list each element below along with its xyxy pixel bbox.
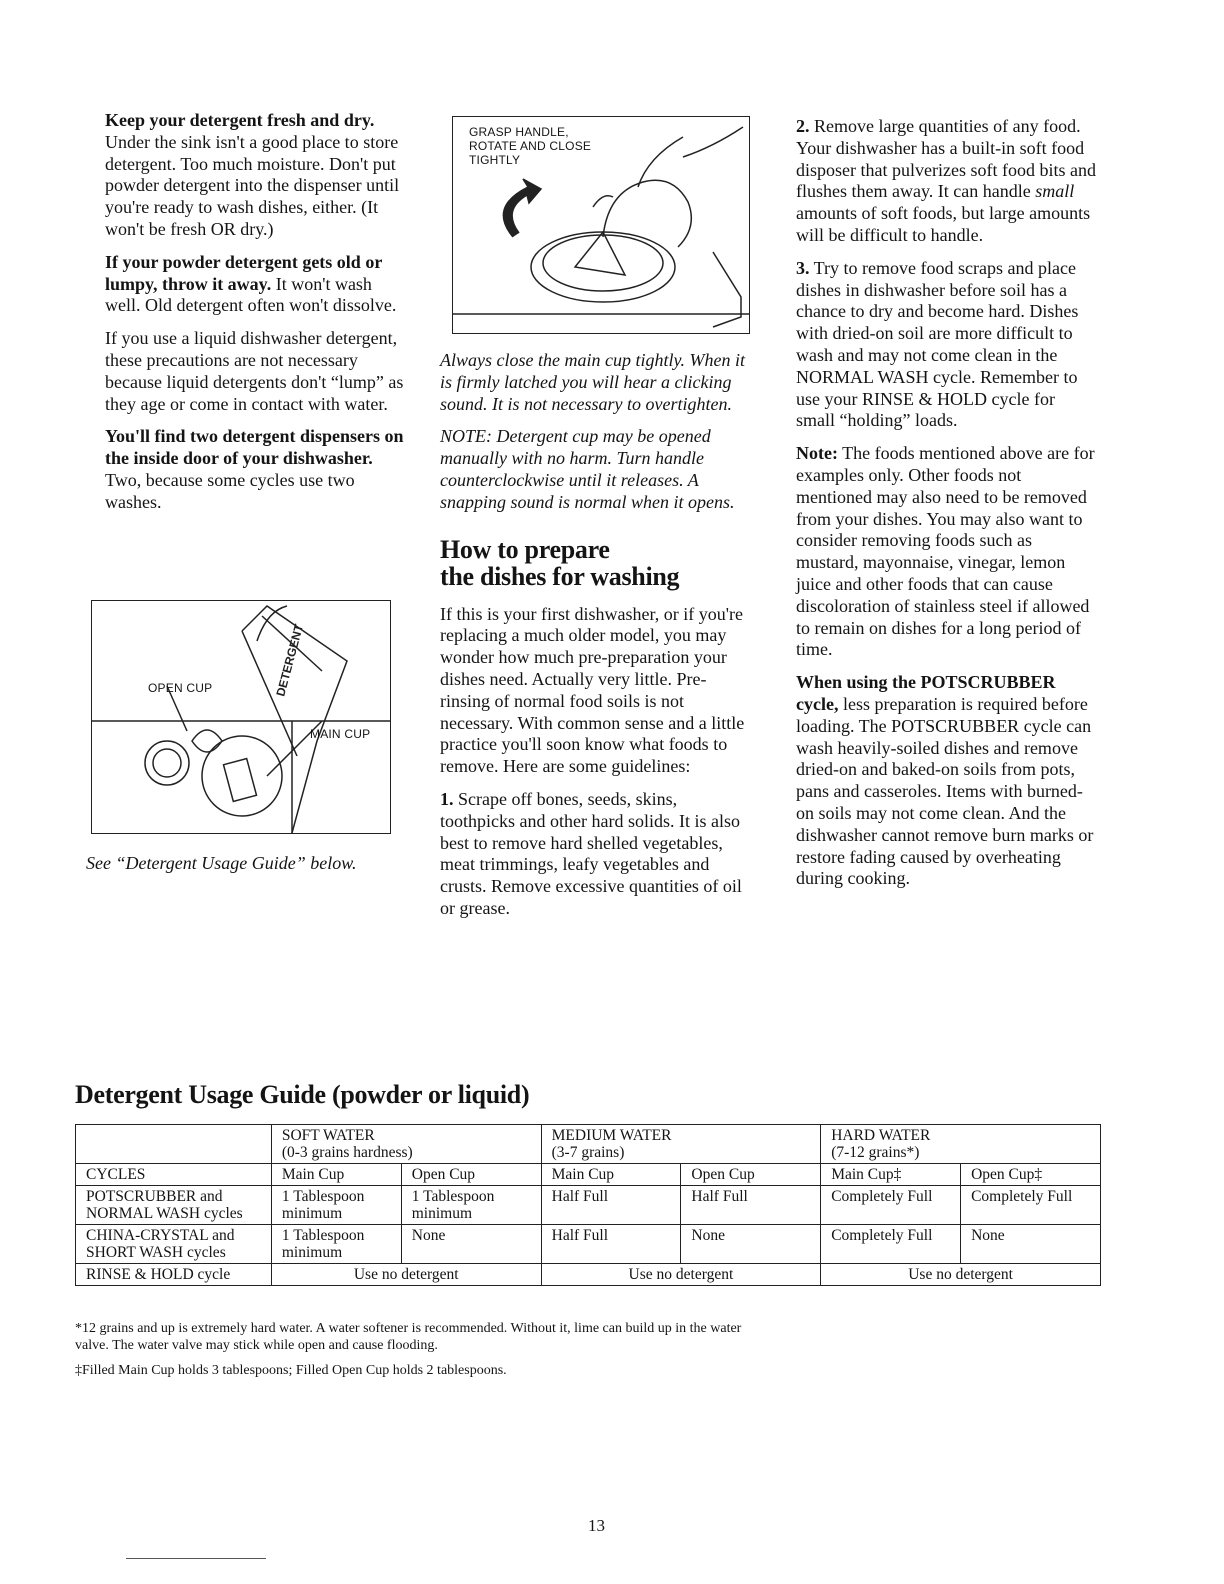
note-caption: NOTE: Detergent cup may be opened manually with no harm. Turn handle counterclockwise until it releases. A snapping sound is normal when it opens. (440, 426, 735, 512)
body-text: If you use a liquid dishwasher detergent, these precautions are not necessary because liquid detergents don't “lump” as they age or come in contact with water. (105, 328, 404, 414)
water-name: MEDIUM WATER (551, 1127, 672, 1144)
table-cell: 1 Tablespoon minimum (401, 1186, 541, 1225)
cup-header: Main Cup (541, 1164, 681, 1186)
step-number: 3. (796, 257, 810, 278)
table-cell: None (961, 1225, 1101, 1264)
close-cup-caption: Always close the main cup tightly. When it is firmly latched you will hear a clicking sound. It is not necessary to overtighten. (440, 350, 745, 414)
dispenser-figure (91, 600, 391, 834)
cycle-name: RINSE & HOLD cycle (76, 1264, 272, 1286)
bold-lead: You'll find two detergent dispensers on the inside door of your dishwasher. (105, 426, 404, 469)
table-cell: Half Full (681, 1186, 821, 1225)
cycles-label: CYCLES (76, 1164, 272, 1186)
table-cell: 1 Tablespoon minimum (271, 1186, 401, 1225)
paragraph-lumpy-detergent (105, 252, 405, 317)
body-text: It won't wash well. Old detergent often won't dissolve. (105, 273, 397, 316)
main-cup-label: MAIN CUP (310, 727, 371, 741)
body-text: less preparation is required before loading. The POTSCRUBBER cycle can wash heavily-soiled dishes and remove dried-on and baked-on soils from pots, pans and casseroles. Items with burned-on soils may not come clean. And the dishwasher cannot remove burn marks or restore fading caused by overheating during cooking. (796, 693, 1094, 889)
cup-header: Open Cup‡ (961, 1164, 1101, 1186)
cycle-name: POTSCRUBBER and NORMAL WASH cycles (76, 1186, 272, 1225)
paragraph-two-dispensers (105, 426, 405, 513)
rinse-hold-row (76, 1264, 1101, 1286)
body-text: Under the sink isn't a good place to store detergent. Too much moisture. Don't put powder detergent into the dispenser until you're ready to wash dishes, either. (It won't be fresh OR dry.) (105, 131, 400, 239)
water-grains: (3-7 grains) (551, 1144, 625, 1161)
step-number: 1. (440, 788, 454, 809)
cup-header: Open Cup (401, 1164, 541, 1186)
step-3 (796, 258, 1096, 432)
water-name: SOFT WATER (281, 1127, 375, 1144)
footnote-hard-water: *12 grains and up is extremely hard water. A water softener is recommended. Without it, lime can build up in the water valve. The water valve may stick while open and cause flooding. (75, 1321, 742, 1353)
emphasis: small (1035, 181, 1075, 202)
footnote-cup-capacity: ‡Filled Main Cup holds 3 tablespoons; Filled Open Cup holds 2 tablespoons. (75, 1363, 507, 1378)
medium-water-header (541, 1125, 821, 1164)
body-text: Remove large quantities of any food. Your dishwasher has a built-in soft food disposer that pulverizes soft food bits and flushes them away. It can handle (796, 116, 1096, 202)
cup-header: Main Cup (271, 1164, 401, 1186)
table-cell: Half Full (541, 1225, 681, 1264)
paragraph-liquid-detergent (105, 328, 405, 415)
note-paragraph (796, 443, 1096, 661)
cycle-name: CHINA-CRYSTAL and SHORT WASH cycles (76, 1225, 272, 1264)
table-cell: Completely Full (821, 1225, 961, 1264)
body-text: Try to remove food scraps and place dishes in dishwasher before soil has a chance to dry and become hard. Dishes with dried-on soil are more difficult to wash and may not come clean in the NORMAL WASH cycle. Remember to use your RINSE & HOLD cycle for small “holding” loads. (796, 257, 1079, 431)
table-cell: Completely Full (821, 1186, 961, 1225)
step-1 (440, 789, 745, 920)
heading-line-1: How to prepare (440, 534, 610, 564)
column-2 (440, 350, 745, 931)
hard-no-detergent: Use no detergent (821, 1264, 1101, 1286)
box-label: DETERGENT (273, 622, 307, 698)
dispenser-illustration (92, 601, 390, 833)
step-2 (796, 116, 1096, 247)
bold-lead: Note: (796, 443, 838, 464)
grasp-handle-label: GRASP HANDLE, ROTATE AND CLOSE TIGHTLY (469, 125, 592, 167)
step-number: 2. (796, 116, 810, 136)
water-grains: (0-3 grains hardness) (281, 1144, 413, 1161)
cup-header-row (76, 1164, 1101, 1186)
table-cell: None (681, 1225, 821, 1264)
table-cell: Completely Full (961, 1186, 1101, 1225)
table-cell: 1 Tablespoon minimum (271, 1225, 401, 1264)
column-1 (105, 110, 405, 525)
water-name: HARD WATER (831, 1127, 931, 1144)
bottom-rule (126, 1558, 266, 1559)
body-text: Scrape off bones, seeds, skins, toothpicks and other hard solids. It is also best to remove hard shelled vegetables, meat trimmings, leafy vegetables and crusts. Remove excessive quantities of oil or grease. (440, 788, 742, 918)
section-heading (440, 536, 745, 590)
bold-lead: Keep your detergent fresh and dry. (105, 110, 375, 130)
body-text: amounts of soft foods, but large amounts will be difficult to handle. (796, 203, 1091, 245)
close-cup-figure (452, 116, 750, 334)
body-text: The foods mentioned above are for examples only. Other foods not mentioned may also need to be removed from your dishes. You may also want to consider removing foods such as mustard, mayonnaise, vinegar, lemon juice and other foods that can cause discoloration of stainless steel if allowed to remain on dishes for a long period of time. (796, 443, 1095, 660)
heading-line-2: the dishes for washing (440, 561, 680, 591)
table-cell: Half Full (541, 1186, 681, 1225)
table-cell: None (401, 1225, 541, 1264)
bold-lead: When using the POTSCRUBBER cycle, (796, 672, 1056, 714)
water-grains: (7-12 grains*) (831, 1144, 920, 1161)
blank-header-cell (76, 1125, 272, 1164)
table-row (76, 1225, 1101, 1264)
medium-no-detergent: Use no detergent (541, 1264, 821, 1286)
column-3 (796, 116, 1096, 901)
table-row (76, 1186, 1101, 1225)
soft-water-header (271, 1125, 541, 1164)
hard-water-header (821, 1125, 1101, 1164)
prep-intro: If this is your first dishwasher, or if you're replacing a much older model, you may wonder how much pre-preparation your dishes need. Actually very little. Pre-rinsing of normal food soils is not necessary. With common sense and a little practice you'll soon know what foods to remove. Here are some guidelines: (440, 603, 745, 777)
cup-header: Main Cup‡ (821, 1164, 961, 1186)
guide-title: Detergent Usage Guide (powder or liquid) (75, 1080, 530, 1109)
detergent-usage-table (75, 1124, 1101, 1286)
body-text: Two, because some cycles use two washes. (105, 469, 355, 512)
page-number: 13 (588, 1516, 605, 1535)
paragraph-fresh-detergent (105, 110, 405, 241)
dispenser-caption: See “Detergent Usage Guide” below. (86, 853, 357, 873)
cup-header: Open Cup (681, 1164, 821, 1186)
open-cup-label: OPEN CUP (148, 681, 213, 695)
water-header-row (76, 1125, 1101, 1164)
soft-no-detergent: Use no detergent (271, 1264, 541, 1286)
potscrubber-paragraph (796, 672, 1096, 890)
bold-lead: If your powder detergent gets old or lumpy, throw it away. (105, 251, 382, 294)
